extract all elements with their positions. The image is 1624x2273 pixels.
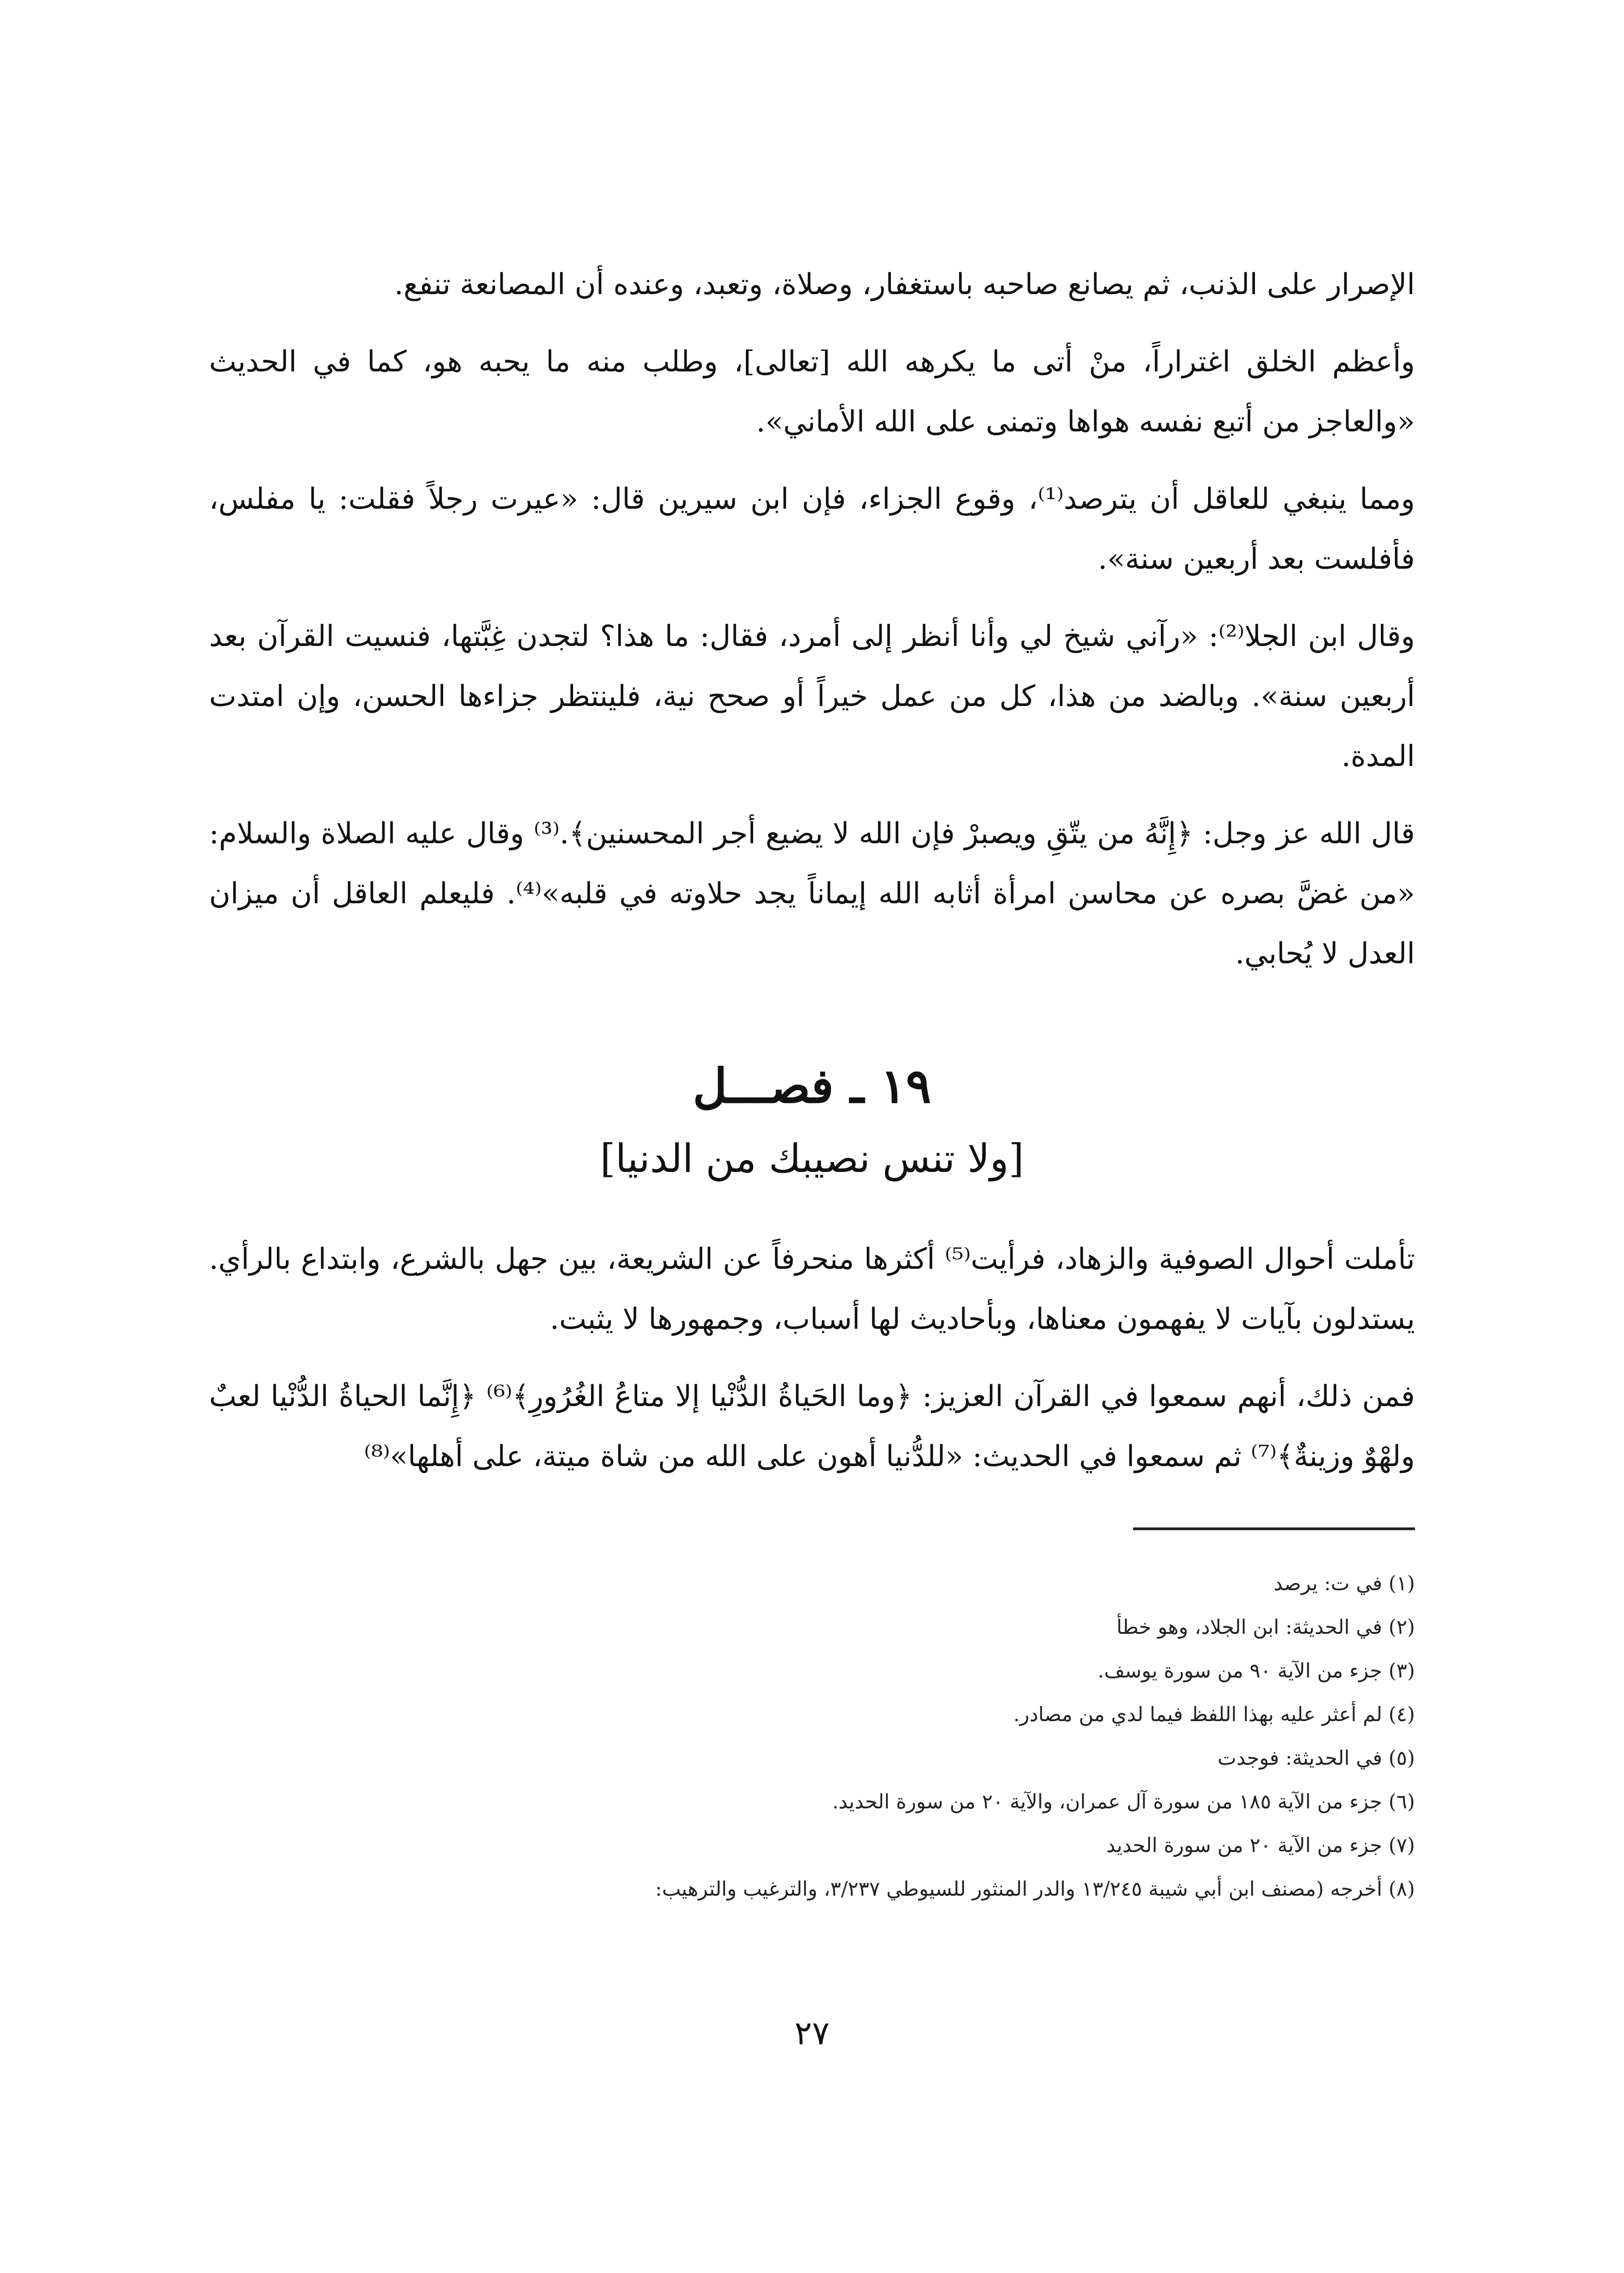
footnote-8: (٨) أخرجه (مصنف ابن أبي شيبة ١٣/٢٤٥ والدر المنثور للسيوطي ٣/٢٣٧، والترغيب والترهيب: [655,1877,1415,1901]
section-subtitle: [ولا تنس نصيبك من الدنيا] [600,1136,1024,1182]
footnote-6: (٦) جزء من الآية ١٨٥ من سورة آل عمران، والآية ٢٠ من سورة الحديد. [832,1790,1415,1813]
footnote-3: (٣) جزء من الآية ٩٠ من سورة يوسف. [1098,1659,1415,1682]
paragraph-6: تأملت أحوال الصوفية والزهاد، فرأيت⁽⁵⁾ أكثرها منحرفاً عن الشريعة، بين جهل بالشرع، وابتداع بالرأي. يستدلون بآيات لا يفهمون معناها، وبأحاديث لها أسباب، وجمهورها لا يثبت. [209,1242,1415,1336]
footnote-1: (١) في ت: يرصد [1274,1572,1415,1595]
paragraph-7: فمن ذلك، أنهم سمعوا في القرآن العزيز: ﴿وما الحَياةُ الدُّنْيا إلا متاعُ الغُرُورِ﴾⁽⁶⁾ ﴿إِنَّما الحياةُ الدُّنْيا لعبٌ ولهْوٌ وزينةٌ﴾⁽⁷⁾ ثم سمعوا في الحديث: «للدُّنيا أهون على الله من شاة ميتة، على أهلها»⁽⁸⁾ [209,1380,1415,1473]
footnote-4: (٤) لم أعثر عليه بهذا اللفظ فيما لدي من مصادر. [1013,1703,1415,1726]
footnote-7: (٧) جزء من الآية ٢٠ من سورة الحديد [1106,1834,1415,1857]
paragraph-5: قال الله عز وجل: ﴿إِنَّهُ من يتّقِ ويصبرْ فإن الله لا يضيع أجر المحسنين﴾.⁽³⁾ وقال عليه الصلاة والسلام: «من غضَّ بصره عن محاسن امرأة أثابه الله إيماناً يجد حلاوته في قلبه»⁽⁴⁾. فليعلم العاقل أن ميزان العدل لا يُحابي. [209,817,1415,971]
paragraph-2: وأعظم الخلق اغتراراً، منْ أتى ما يكرهه الله [تعالى]، وطلب منه ما يحبه هو، كما في الحديث «والعاجز من أتبع نفسه هواها وتمنى على الله الأماني». [209,345,1415,439]
page-number: ٢٧ [794,2014,830,2052]
footnote-2: (٢) في الحديثة: ابن الجلاد، وهو خطأ [1116,1616,1415,1639]
footnotes [209,1562,1415,1911]
paragraph-3: ومما ينبغي للعاقل أن يترصد⁽¹⁾، وقوع الجزاء، فإن ابن سيرين قال: «عيرت رجلاً فقلت: يا مفلس، فأفلست بعد أربعين سنة». [209,482,1415,576]
section-title: ١٩ ـ فصـــل [693,1058,931,1114]
paragraph-1: الإصرار على الذنب، ثم يصانع صاحبه باستغفار، وصلاة، وتعبد، وعنده أن المصانعة تنفع. [394,268,1415,301]
paragraph-4: وقال ابن الجلا⁽²⁾: «رآني شيخ لي وأنا أنظر إلى أمرد، فقال: ما هذا؟ لتجدن غِبَّتها، فنسيت القرآن بعد أربعين سنة». وبالضد من هذا، كل من عمل خيراً أو صحح نية، فلينتظر جزاءها الحسن، وإن امتدت المدة. [209,620,1415,773]
footnote-separator [1133,1527,1415,1530]
footnote-5: (٥) في الحديثة: فوجدت [1217,1747,1415,1770]
